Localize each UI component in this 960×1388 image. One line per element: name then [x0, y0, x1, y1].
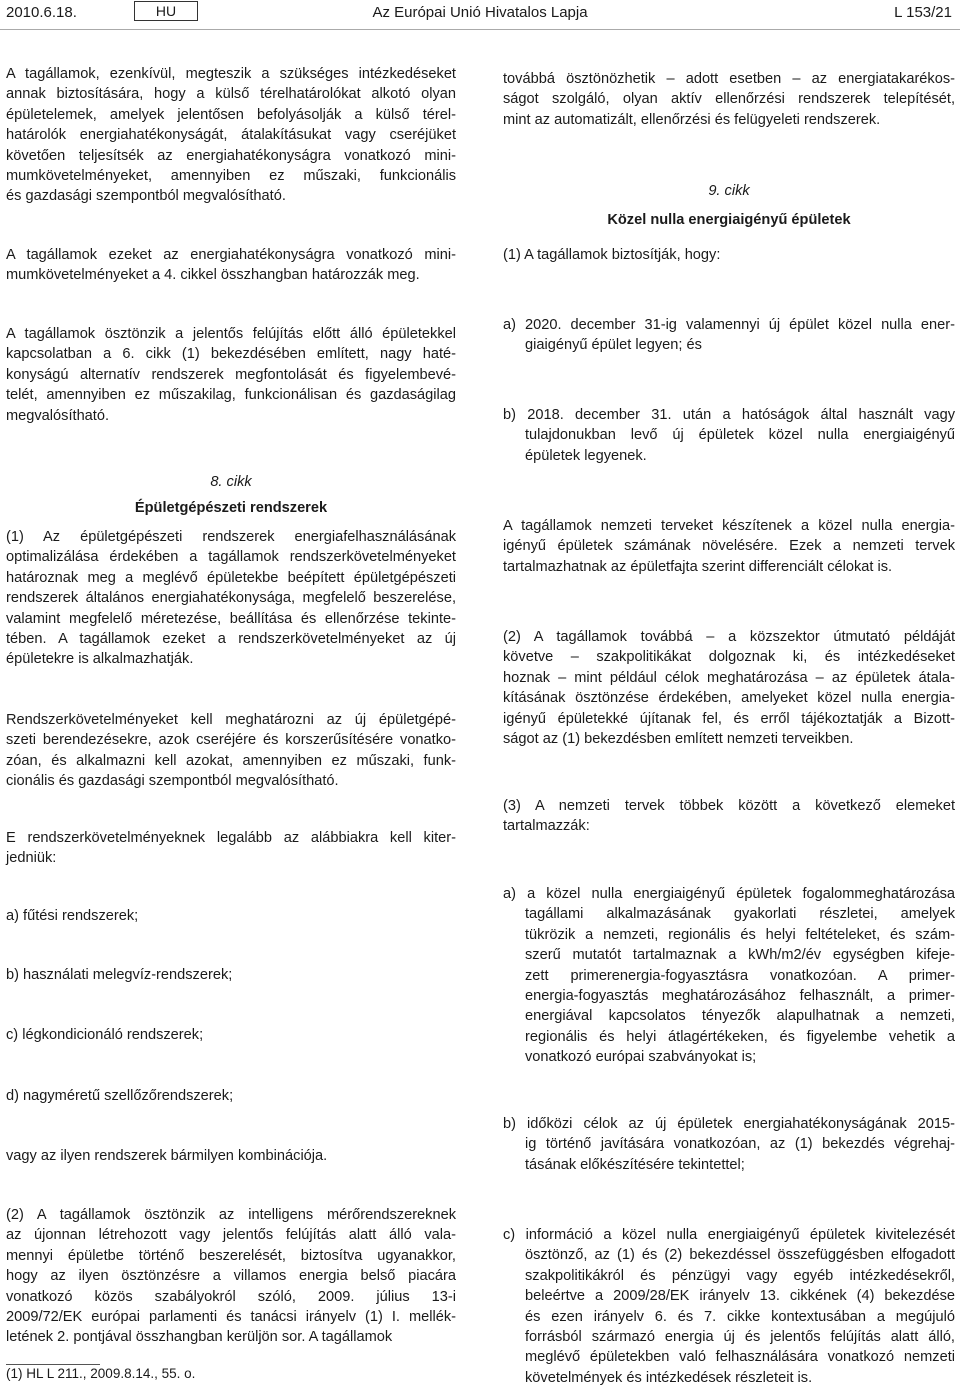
- text-line: valamint megfelelő méretezése, beállítása és ellenőrzése tekinte-: [6, 610, 456, 627]
- text-line: A tagállamok ösztönzik a jelentős felújítás előtt álló épületekkel: [6, 326, 456, 342]
- article-title: Épületgépészeti rendszerek: [134, 500, 328, 516]
- text-line: 2009/72/EK európai parlamenti és tanácsi irányelv (1) I. mellék-: [6, 1309, 456, 1326]
- text-line: rendszerek általános energiahatékonysága, megfelelő beszerelése,: [6, 590, 456, 607]
- text-line: mumkövetelményeket, amennyiben ez műszaki, funkcionális: [6, 168, 456, 185]
- text-line: épületek legyenek.: [525, 447, 647, 464]
- text-line: mint az automatizált, ellenőrzési és felügyeleti rendszerek.: [503, 111, 881, 128]
- paragraph: vagy az ilyen rendszerek bármilyen kombinációja.: [6, 1148, 328, 1164]
- paragraph: [6, 527, 456, 670]
- list-item: [503, 1225, 955, 1388]
- list-item: [503, 884, 955, 1068]
- paragraph: [6, 324, 456, 426]
- list-item: c) légkondicionáló rendszerek;: [6, 1027, 204, 1043]
- text-line: mennyi épületbe történő beszerelését, biztosítva ugyanakkor,: [6, 1247, 456, 1264]
- list-item: [503, 315, 955, 356]
- text-line: határolók energiahatékonyságát, átalakításukat vagy cseréjüket: [6, 127, 456, 144]
- list-item: d) nagyméretű szellőzőrendszerek;: [6, 1088, 234, 1104]
- paragraph: [6, 1205, 456, 1348]
- text-line: a) a közel nulla energiaigényű épületek fogalommeghatározása: [503, 886, 955, 902]
- language-badge: HU: [134, 1, 198, 21]
- text-line: energia-fogyasztás meghatározásához felhasznált, a primer-: [525, 988, 955, 1005]
- list-item: [503, 405, 955, 466]
- text-line: ig történő javítására vonatkozóan, az (1) bekezdés végrehaj-: [525, 1136, 955, 1153]
- text-line: szeti berendezésekre, azok cseréjére és korszerűsítésére vonatko-: [6, 732, 456, 749]
- text-line: konyságú alternatív rendszerek megfontolását és figyelembevé-: [6, 366, 456, 383]
- page-header: [0, 0, 960, 30]
- text-line: szakpolitikákról és pénzügyi vagy egyéb intézkedésekről,: [525, 1267, 955, 1284]
- text-line: követelmények és intézkedések részleteit is.: [525, 1369, 813, 1386]
- text-line: (2) A tagállamok ösztönzik az intelligens mérőrendszereknek: [6, 1207, 456, 1223]
- paragraph: [503, 69, 955, 130]
- text-line: A tagállamok nemzeti terveket készítenek a közel nulla energia-: [503, 518, 955, 534]
- text-line: b) időközi célok az új épületek energiahatékonyságának 2015-: [503, 1116, 955, 1132]
- text-line: regionális és helyi átlagértékeken, és figyelembe vehetik a: [525, 1028, 955, 1045]
- text-line: A tagállamok, ezenkívül, megteszik a szükséges intézkedéseket: [6, 66, 456, 82]
- text-line: igényű épületek számának növelésére. Ezek a nemzeti tervek: [503, 538, 955, 555]
- paragraph: [503, 516, 955, 577]
- text-line: E rendszerkövetelményeknek legalább az alábbiakra kell kiter-: [6, 830, 456, 846]
- page-number: L 153/21: [894, 4, 952, 21]
- header-date: 2010.6.18.: [6, 4, 77, 21]
- text-line: (3) A nemzeti tervek többek között a következő elemeket: [503, 798, 955, 814]
- article-number: 8. cikk: [210, 474, 252, 490]
- paragraph: [6, 64, 456, 207]
- text-line: optimalizálása érdekében a tagállamok rendszerkövetelményeket: [6, 549, 456, 566]
- text-line: letének 2. pontjával összhangban kerüljön sor. A tagállamok: [6, 1329, 393, 1346]
- text-line: mumkövetelményeket a 4. cikkel összhangban határozzák meg.: [6, 267, 420, 284]
- text-line: cionális és gazdasági szempontból megvalósítható.: [6, 773, 339, 790]
- text-line: tartalmazhatnak az épületfajta szerint differenciált célokat is.: [503, 558, 893, 575]
- text-line: és gazdasági szempontból megvalósítható.: [6, 188, 286, 205]
- text-line: jedniük:: [6, 850, 57, 867]
- article-title: Közel nulla energiaigényű épületek: [607, 212, 851, 228]
- paragraph: [6, 710, 456, 792]
- text-line: hoznak – mint például célok meghatározása – az épületek átala-: [503, 669, 955, 686]
- text-line: tásának előkészítésére tekintettel;: [525, 1156, 745, 1173]
- text-line: igényű épületekké újítanak fel, és erről tájékoztatják a Bizott-: [503, 710, 955, 727]
- text-line: ságot szolgáló, olyan aktív ellenőrzési rendszerek telepítését,: [503, 91, 955, 108]
- text-line: tében. A tagállamok ezeket a rendszerkövetelményeket az új: [6, 631, 456, 648]
- text-line: telét, amennyiben ez műszakilag, funkcionálisan és gazdaságilag: [6, 387, 456, 404]
- text-line: az újonnan létrehozott vagy jelentős felújítás alatt álló vala-: [6, 1227, 456, 1244]
- text-line: továbbá ösztönözhetik – adott esetben – az energiatakarékos-: [503, 71, 955, 87]
- text-line: tagállami alkalmazásának gyakorlati részletei, amelyek: [525, 906, 955, 923]
- text-line: zóan, és alkalmazni kell azokat, amennyiben ez műszaki, funk-: [6, 752, 456, 769]
- text-line: forrásból származó energia új és jelentős felújítás alatt álló,: [525, 1329, 955, 1346]
- text-line: tartalmazzák:: [503, 818, 590, 835]
- text-line: beleértve a 2009/28/EK irányelv 13. cikkének (4) bekezdése: [525, 1288, 955, 1305]
- list-item: b) használati melegvíz-rendszerek;: [6, 967, 233, 983]
- text-line: határoznak meg a meglévő épületekbe beépített épületgépészeti: [6, 569, 456, 586]
- text-line: c) információ a közel nulla energiaigényű épületek kivitelezését: [503, 1227, 955, 1243]
- text-line: tükrözik a nemzeti, regionális és helyi feltételeket, és szám-: [525, 926, 955, 943]
- text-line: követve – szakpolitikákat dolgoznak ki, és intézkedéseket: [503, 649, 955, 666]
- text-line: (2) A tagállamok továbbá – a közszektor útmutató példáját: [503, 629, 955, 645]
- paragraph: [6, 245, 456, 286]
- text-line: annak biztosítására, hogy a külső térelhatárolókat alkotó olyan: [6, 86, 456, 103]
- text-line: (1) Az épületgépészeti rendszerek energiafelhasználásának: [6, 529, 456, 545]
- text-line: épületelemek, amelyek jelentősen befolyásolják a külső térel-: [6, 106, 456, 123]
- paragraph: [503, 796, 955, 837]
- text-line: vonatkozó európai szabványokat is;: [525, 1049, 757, 1066]
- text-line: Rendszerkövetelményeket kell meghatározni az új épületgépé-: [6, 712, 456, 728]
- text-line: szerű mutatót tartalmaznak a kWh/m2/év egységben kifeje-: [525, 947, 955, 964]
- text-line: hogy az ilyen ösztönzésre a villamos energia belső piacára: [6, 1268, 456, 1285]
- text-line: ösztönző, az (1) és (2) bekezdéssel összefüggésben elfogadott: [525, 1247, 955, 1264]
- text-line: megvalósítható.: [6, 407, 110, 424]
- journal-title: Az Európai Unió Hivatalos Lapja: [372, 4, 588, 21]
- list-item: [503, 1114, 955, 1175]
- text-line: zett primerenergia-fogyasztásra vonatkozóan. A primer-: [525, 967, 955, 984]
- text-line: energiával kapcsolatos tényezők alapulhatnak a nemzeti,: [525, 1008, 955, 1025]
- text-line: meglévő épületekben való felhasználására vonatkozó nemzeti: [525, 1349, 955, 1366]
- footnote: (1) HL L 211., 2009.8.14., 55. o.: [6, 1366, 196, 1381]
- text-line: tulajdonukban levő új épületek közel nulla energiaigényű: [525, 427, 955, 444]
- text-line: A tagállamok ezeket az energiahatékonyságra vonatkozó mini-: [6, 247, 456, 263]
- text-line: b) 2018. december 31. után a hatóságok által használt vagy: [503, 407, 955, 423]
- text-line: épületekre is alkalmazhatják.: [6, 651, 194, 668]
- text-line: giaigényű épület legyen; és: [525, 337, 702, 354]
- header-rule: [0, 29, 960, 30]
- text-line: vonatkozó közös szabályokról szóló, 2009. július 13-i: [6, 1288, 456, 1305]
- text-line: a) 2020. december 31-ig valamennyi új épület közel nulla ener-: [503, 317, 955, 333]
- text-line: kapcsolatban a 6. cikk (1) bekezdésében említett, nagy haté-: [6, 346, 456, 363]
- text-line: és ezen irányelv 6. és 7. cikke kontextusában a megújuló: [525, 1308, 955, 1325]
- paragraph: (1) A tagállamok biztosítják, hogy:: [503, 247, 721, 263]
- text-line: követően teljesítsék az energiahatékonyságra vonatkozó mini-: [6, 147, 456, 164]
- paragraph: [503, 627, 955, 749]
- text-line: kításának ösztönzése érdekében, amelyeket közel nulla energia-: [503, 690, 955, 707]
- article-number: 9. cikk: [708, 183, 750, 199]
- text-line: ságot az (1) bekezdésben említett nemzeti terveikben.: [503, 731, 854, 748]
- list-item: a) fűtési rendszerek;: [6, 908, 139, 924]
- paragraph: [6, 828, 456, 869]
- footnote-rule: [6, 1364, 100, 1365]
